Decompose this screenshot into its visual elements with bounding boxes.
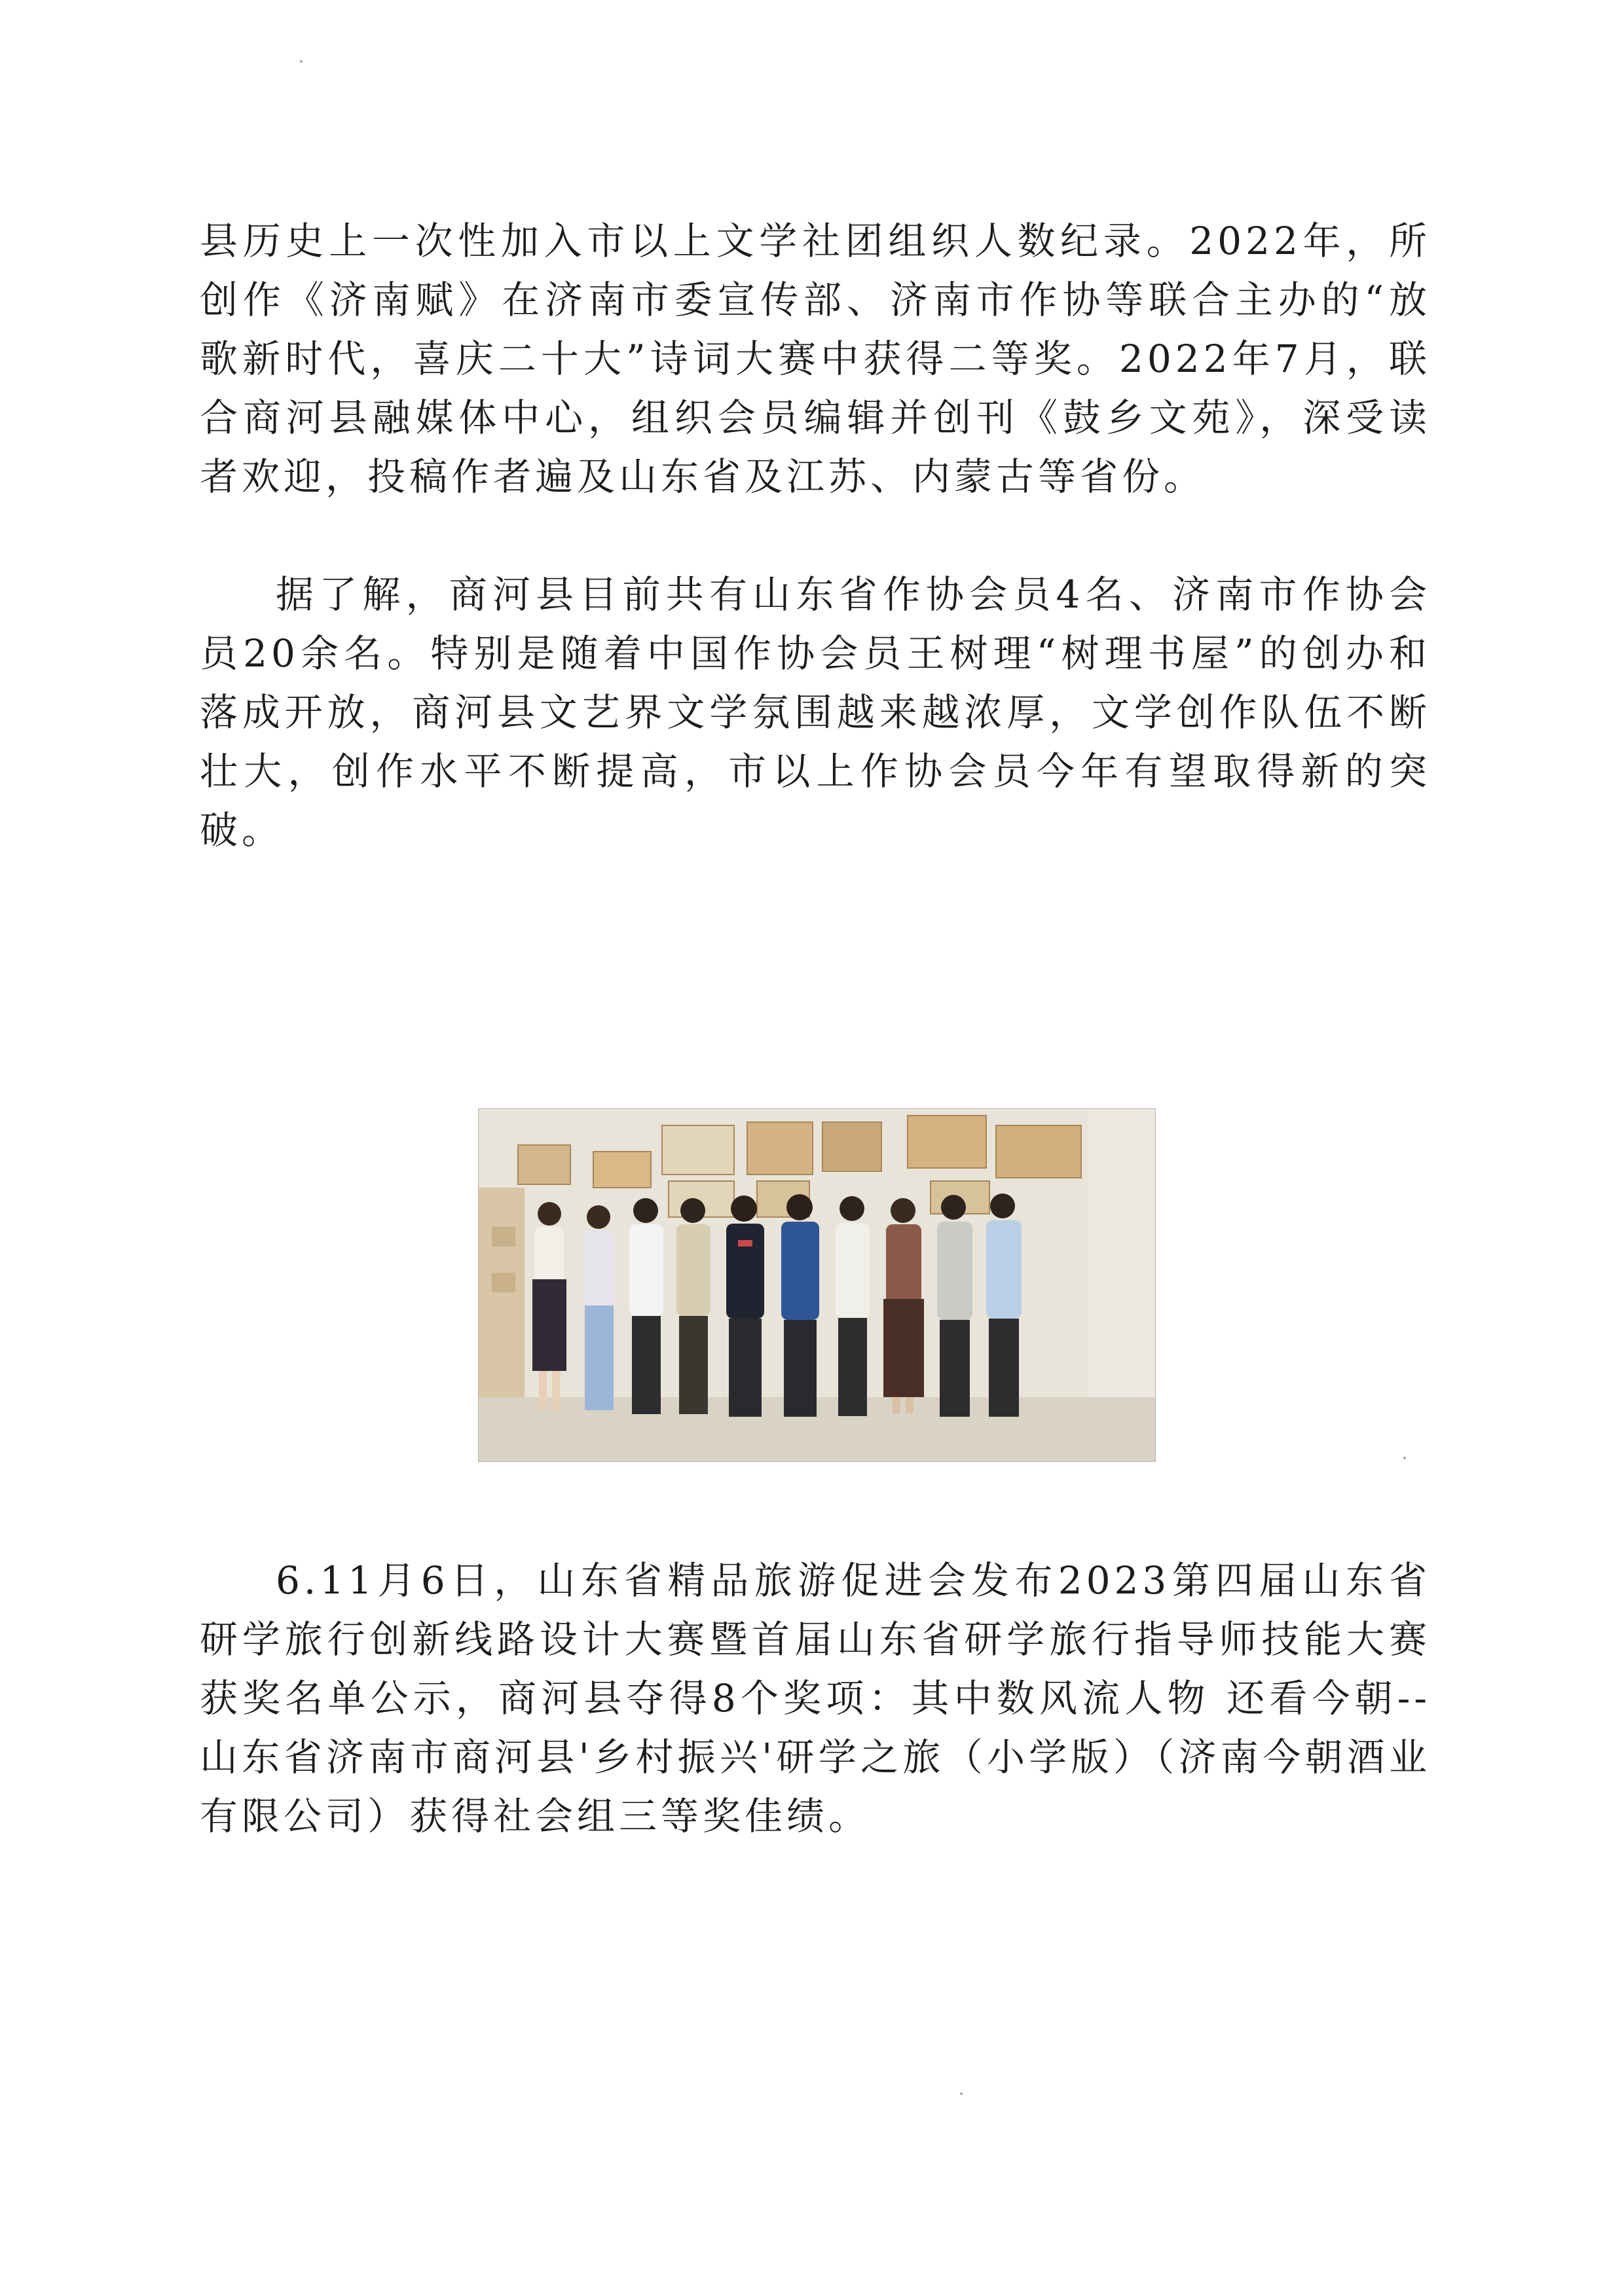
group-photo-icon bbox=[479, 1109, 1155, 1461]
scan-speck bbox=[1403, 1457, 1406, 1459]
scan-speck bbox=[300, 60, 303, 63]
group-photo bbox=[478, 1108, 1156, 1462]
paragraph-writers-association: 据了解，商河县目前共有山东省作协会员4名、济南市作协会员20余名。特别是随着中国作协会员王树理“树理书屋”的创办和落成开放，商河县文艺界文学氛围越来越浓厚，文学创作队伍不断壮大，创作水平不断提高，市以上作协会员今年有望取得新的突破。 bbox=[200, 572, 1431, 852]
scan-speck bbox=[960, 2092, 963, 2095]
paragraph-study-tour-award: 6.11月6日，山东省精品旅游促进会发布2023第四届山东省研学旅行创新线路设计大赛暨首届山东省研学旅行指导师技能大赛获奖名单公示，商河县夺得8个奖项：其中数风流人物 还看今朝--山东省济南市商河县'乡村振兴'研学之旅（小学版）（济南今朝酒业有限公司）获得社会组三等奖佳绩。 bbox=[200, 1558, 1431, 1838]
paragraph-literary-society: 县历史上一次性加入市以上文学社团组织人数纪录。2022年，所创作《济南赋》在济南市委宣传部、济南市作协等联合主办的“放歌新时代，喜庆二十大”诗词大赛中获得二等奖。2022年7月，联合商河县融媒体中心，组织会员编辑并创刊《鼓乡文苑》，深受读者欢迎，投稿作者遍及山东省及江苏、内蒙古等省份。 bbox=[200, 219, 1431, 499]
